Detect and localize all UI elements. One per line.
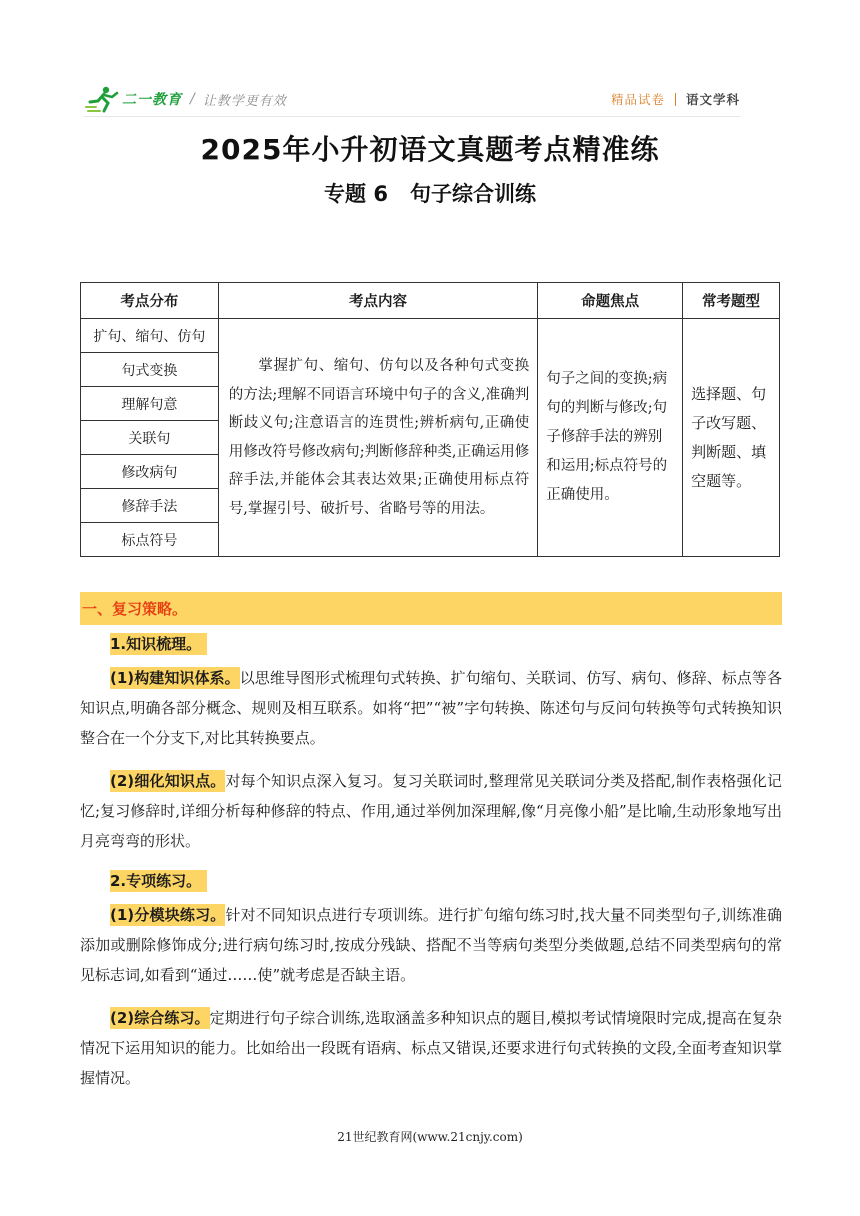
table-row	[81, 319, 780, 353]
subsection-heading	[110, 632, 207, 656]
types-cell: 选择题、句子改写题、判断题、填空题等。	[683, 319, 780, 557]
paragraph-label: (2)综合练习。	[110, 1009, 210, 1027]
topic-number: 专题 6	[324, 182, 388, 206]
table-header-row	[81, 283, 780, 319]
paragraph	[80, 900, 782, 990]
subsection-2-heading: 2.专项练习。	[110, 870, 207, 892]
paragraph-text: 针对不同知识点进行专项训练。进行扩句缩句练习时,找大量不同类型句子,训练准确添加或删除修饰成分;进行病句练习时,按成分残缺、搭配不当等病句类型分类做题,总结不同类型病句的常见标志词,如看到“通过……使”就考虑是否缺主语。	[80, 906, 782, 984]
exam-points-table	[80, 282, 780, 557]
page-header	[84, 82, 740, 116]
paragraph-text: 定期进行句子综合训练,选取涵盖多种知识点的题目,模拟考试情境限时完成,提高在复杂情况下运用知识的能力。比如给出一段既有语病、标点又错误,还要求进行句式转换的文段,全面考查知识掌握情况。	[80, 1009, 782, 1087]
header-cell: 常考题型	[683, 283, 780, 319]
point-cell: 关联句	[81, 421, 219, 455]
document-title: 2025年小升初语文真题考点精准练	[200, 133, 660, 166]
content-text: 掌握扩句、缩句、仿句以及各种句式变换的方法;理解不同语言环境中句子的含义,准确判断歧义句;注意语言的连贯性;辨析病句,正确使用修改符号修改病句;判断修辞种类,正确运用修辞手法,并能体会其表达效果;正确使用标点符号,掌握引号、破折号、省略号等的用法。	[228, 358, 530, 517]
document-subtitle	[0, 178, 860, 208]
paragraph-label: (1)分模块练习。	[110, 906, 226, 924]
brand-logo	[84, 84, 287, 114]
header-cell: 考点分布	[81, 283, 219, 319]
point-cell: 扩句、缩句、仿句	[81, 319, 219, 353]
content-cell	[218, 319, 537, 557]
point-cell: 句式变换	[81, 353, 219, 387]
paragraph-label: (2)细化知识点。	[110, 772, 226, 790]
quality-label: 精品试卷	[610, 92, 665, 107]
point-cell: 修改病句	[81, 455, 219, 489]
paragraph	[80, 663, 782, 753]
paragraph	[80, 1003, 782, 1093]
page-footer: 21世纪教育网(www.21cnjy.com)	[337, 1130, 523, 1144]
paragraph	[80, 766, 782, 856]
header-divider	[84, 116, 740, 117]
runner-logo-icon	[84, 85, 120, 113]
header-tags	[611, 90, 740, 108]
brand-divider: /	[190, 91, 195, 107]
topic-name: 句子综合训练	[409, 182, 536, 206]
point-cell: 理解句意	[81, 387, 219, 421]
subject-label: 语文学科	[685, 92, 740, 107]
header-separator	[675, 93, 676, 106]
header-cell: 考点内容	[218, 283, 537, 319]
section-heading: 一、复习策略。	[82, 600, 188, 618]
paragraph-label: (1)构建知识体系。	[110, 669, 240, 687]
brand-slogan: 让教学更有效	[202, 93, 287, 109]
point-cell: 标点符号	[81, 523, 219, 557]
point-cell: 修辞手法	[81, 489, 219, 523]
paragraph-text: 以思维导图形式梳理句式转换、扩句缩句、关联词、仿写、病句、修辞、标点等各知识点,明确各部分概念、规则及相互联系。如将“把”“被”字句转换、陈述句与反问句转换等句式转换知识整合在一个分支下,对比其转换要点。	[80, 669, 782, 747]
section-heading-bar	[80, 592, 782, 625]
paragraph-text: 对每个知识点深入复习。复习关联词时,整理常见关联词分类及搭配,制作表格强化记忆;复习修辞时,详细分析每种修辞的特点、作用,通过举例加深理解,像“月亮像小船”是比喻,生动形象地写出月亮弯弯的形状。	[80, 772, 782, 850]
subsection-1-heading: 1.知识梳理。	[110, 633, 207, 655]
focus-cell: 句子之间的变换;病句的判断与修改;句子修辞手法的辨别和运用;标点符号的正确使用。	[538, 319, 683, 557]
header-cell: 命题焦点	[538, 283, 683, 319]
brand-name: 二一教育	[122, 92, 182, 108]
subsection-heading	[110, 869, 207, 893]
